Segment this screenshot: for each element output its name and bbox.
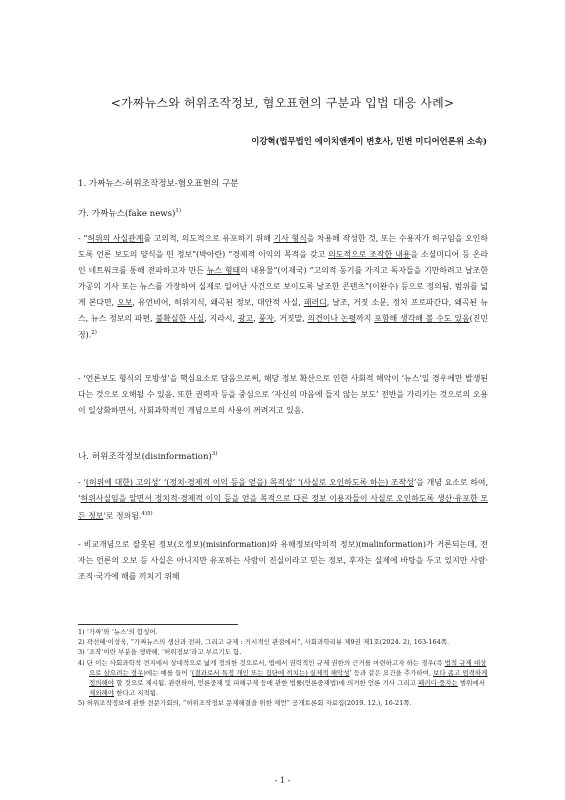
paragraph-disinformation-definition bbox=[78, 475, 488, 524]
footnote-item: 3) ‘조작’이란 부분을 생략해, ‘허위정보’라고 부르기도 함. bbox=[78, 648, 242, 657]
paragraph-fake-news-definition bbox=[78, 231, 488, 344]
underlined-text: 허위사실임을 알면서 정치적·경제적 이익 등을 얻을 목적으로 다른 정보 이용자들이 사실로 오인하도록 생산·유포한 모든 정보 bbox=[78, 493, 488, 521]
underlined-text: 불확실한 사실 bbox=[155, 313, 205, 323]
underlined-text: 기사 형식 bbox=[273, 234, 307, 243]
subsection-heading-text: 나. 허위조작정보(disinformation) bbox=[78, 452, 212, 462]
paragraph-fake-news-limitations: - ‘언론보도 형식의 모방성’을 핵심요소로 담음으로써, 해당 정보 확산으로 인한 사회적 해악이 ‘뉴스’일 경우에만 발생된다는 것으로 오해될 수 있음. 또한 권력자 등을 중심으로 ‘자신의 마음에 들지 않는 보도’ 전반을 가리키는 것으로의 오용이 일상화하면서, 사회과학적인 개념으로의 사용이 꺼려지고 있음. bbox=[78, 374, 488, 415]
footnotes-list bbox=[78, 627, 488, 709]
underlined-text: 패러디 bbox=[303, 297, 327, 307]
text-run: 까지 bbox=[356, 313, 375, 323]
text-run: , 거짓말, bbox=[273, 313, 308, 323]
footnote-ref: 2) bbox=[91, 330, 97, 337]
subsection-heading-disinformation bbox=[78, 450, 218, 462]
underlined-text: 제외해야 bbox=[89, 689, 115, 698]
underlined-text: 허위의 사실관계 bbox=[87, 234, 144, 243]
underlined-text: 풍자 bbox=[258, 313, 274, 323]
document-title: <가짜뉴스와 허위조작정보, 혐오표현의 구분과 입법 대응 사례> bbox=[110, 96, 455, 110]
underlined-text: (결과로서 특정 개인 또는 집단에 끼치는) 실제적 해악성 bbox=[191, 668, 350, 677]
author-line: 이강혁(법무법인 에이치앤케이 변호사, 민변 미디어언론위 소속) bbox=[251, 136, 487, 146]
underlined-text: 오보 bbox=[117, 297, 133, 307]
underlined-text: 법적 규제 대상으로 삼으려는 경우 bbox=[89, 658, 487, 677]
footnote-divider bbox=[78, 624, 238, 625]
text-run: 를 고의적, 의도적으로 유포하기 위해 bbox=[143, 234, 274, 243]
underlined-text: 패러디·풍자는 bbox=[418, 679, 458, 688]
footnote-item: 5) 허위조작정보에 관한 전문가회의, “허위조작정보 문제해결을 위한 제언” 공개토론회 자료집(2019. 12.), 16-21쪽. bbox=[78, 699, 412, 708]
text-run: )에는 예를 들어 ‘ bbox=[143, 668, 192, 677]
text-run: ’로 정의됨. bbox=[103, 511, 142, 521]
text-run: ’을 개념 요소로 하여, ‘ bbox=[78, 478, 488, 503]
footnote-ref: 3) bbox=[211, 451, 218, 458]
text-run: 4) 단 이는 사회과학적 견지에서 상대적으로 넓게 정의한 것으로서, 법에서 권력적인 규제 권한의 근거를 마련하고자 하는 경우(즉 bbox=[78, 658, 445, 667]
footnote-item bbox=[78, 658, 488, 699]
text-run: ’ 등과 같은 요건을 추가하여, bbox=[349, 668, 434, 677]
subsection-heading-text: 가. 가짜뉴스(fake news) bbox=[78, 209, 176, 219]
text-run: , 지라시, bbox=[204, 313, 238, 323]
underlined-text: 포함해 생각해 볼 수도 있음 bbox=[374, 313, 470, 323]
text-run: 을 소셜미디어 등 온라인 네트워크를 통해 전파하고자 만든 bbox=[78, 249, 488, 275]
text-run: (진민정). bbox=[78, 313, 488, 341]
footnote-ref: 4)5) bbox=[141, 510, 153, 517]
underlined-text: (허위에 대한) 고의성’ ‘(정치·경제적 이익 등을 얻을) 목적성’ ‘(사실로 오인하도록 하는) 조작성 bbox=[85, 478, 414, 487]
text-run: , bbox=[253, 313, 259, 323]
text-run: 을 차용해 작성한 것, 또는 수용자가 허구임을 오인하도록 언론 보도의 양식을 띤 정보”(박아란) “경제적 이익의 목적을 갖고 bbox=[78, 234, 488, 259]
text-run: - ‘ bbox=[78, 478, 86, 487]
underlined-text: 의견이나 논평 bbox=[307, 313, 357, 323]
footnote-item: 2) 곽선혜·이성욱, “가짜뉴스의 생산과 전파, 그리고 규제 : 거시적인 관점에서”, 사회과학리뷰 제9권 제1호(2024. 2), 163-164쪽. bbox=[78, 638, 450, 647]
underlined-text: 의도적으로 조작한 내용 bbox=[328, 249, 411, 259]
text-run: 범위에서 bbox=[457, 679, 485, 688]
footnote-item: 1) ‘가짜’와 ‘뉴스’의 합성어. bbox=[78, 628, 158, 636]
text-run: , 유언비어, 허위지식, 왜곡된 정보, 대안적 사실, bbox=[132, 297, 304, 307]
footnote-ref: 1) bbox=[175, 208, 182, 215]
page-number: - 1 - bbox=[274, 776, 291, 785]
text-run: 할 것으로 제시됨. 관련하여, 언론중재 및 피해구제 등에 관한 법률(언론중재법)에 의거한 언론 기사 그리고 bbox=[114, 679, 419, 688]
text-run: - “ bbox=[78, 234, 88, 243]
text-run: 의 내용물”(이재국) “고의적 동기를 가지고 독자들을 기만하려고 날조한 가공의 기사 또는 뉴스를 가장하여 실제로 일어난 사건으로 보이도록 날조한 콘텐츠”(이완수) 등으로 정의됨. 범위를 넓게 본다면, bbox=[78, 265, 488, 307]
section-heading-1: 1. 가짜뉴스-허위조작정보-혐오표현의 구분 bbox=[78, 179, 239, 189]
paragraph-comparison-concepts: - 비교개념으로 잘못된 정보(오정보)(misinformation)와 유해정보(악의적 정보)(malinformation)가 거론되는데, 전자는 언론의 오보 등 사실은 아니지만 유포하는 사람이 진실이라고 믿는 정보, 후자는 실제에 바탕을 두고 있지만 사람·조직·국가에 해를 끼치기 위해 bbox=[78, 540, 488, 581]
underlined-text: 보다 좁고 엄격하게 정의해야 bbox=[89, 668, 488, 688]
text-run: , 날조, 거짓 소문, 정치 프로파간다, 왜곡된 뉴스, 뉴스 정보의 파편, bbox=[78, 297, 488, 323]
text-run: 한다고 지적됨. bbox=[114, 689, 158, 698]
underlined-text: 뉴스 형태 bbox=[206, 265, 241, 275]
underlined-text: 광고 bbox=[237, 313, 254, 323]
subsection-heading-fake-news bbox=[78, 207, 181, 219]
